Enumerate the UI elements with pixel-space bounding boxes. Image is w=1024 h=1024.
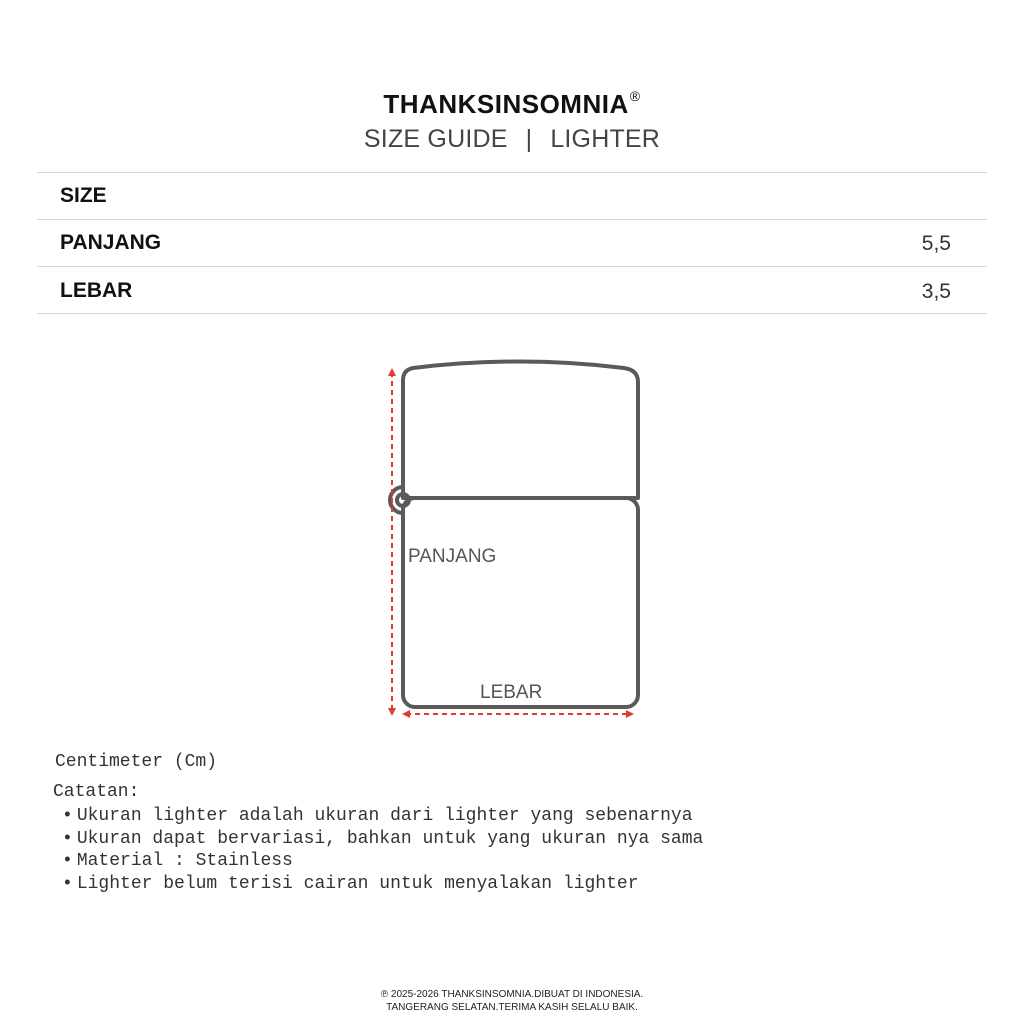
notes-list: [62, 805, 703, 895]
subtitle-separator: |: [525, 125, 533, 153]
footer-line-2: TANGERANG SELATAN.TERIMA KASIH SELALU BAIK.: [386, 1002, 638, 1013]
note-text: Material : Stainless: [76, 851, 293, 871]
subtitle-size-guide: SIZE GUIDE: [363, 125, 508, 153]
lighter-lid: [403, 362, 638, 499]
list-item: [62, 850, 703, 873]
list-item: [62, 805, 703, 828]
note-text: Ukuran dapat bervariasi, bahkan untuk yang ukuran nya sama: [76, 828, 704, 849]
brand-name: THANKSINSOMNIA: [383, 89, 629, 119]
bullet: •: [62, 806, 73, 826]
diagram-label-lebar: LEBAR: [480, 682, 543, 703]
notes-title: Catatan:: [53, 782, 140, 802]
note-text: Lighter belum terisi cairan untuk menyalakan lighter: [76, 873, 639, 894]
subtitle-product: LIGHTER: [550, 125, 661, 153]
table-header-size: SIZE: [60, 184, 107, 207]
row-value-panjang: 5,5: [921, 232, 951, 255]
note-text: Ukuran lighter adalah ukuran dari lighter yang sebenarnya: [76, 806, 693, 826]
units-label: Centimeter (Cm): [55, 752, 218, 772]
row-label-lebar: LEBAR: [60, 279, 133, 302]
page-subtitle: [0, 125, 1024, 154]
bullet: •: [62, 873, 73, 894]
footer-line-1: ℗ 2025-2026 THANKSINSOMNIA.DIBUAT DI INDONESIA.: [380, 989, 644, 1000]
lighter-outline-icon: [370, 350, 660, 730]
list-item: [62, 873, 703, 896]
bullet: •: [62, 828, 73, 849]
lighter-diagram: [370, 350, 660, 730]
table-divider: [37, 219, 987, 220]
row-label-panjang: PANJANG: [60, 231, 162, 254]
table-divider: [37, 172, 987, 173]
bullet: •: [62, 851, 73, 871]
brand-title: [0, 88, 1024, 120]
row-value-lebar: 3,5: [921, 280, 951, 303]
lighter-body: [403, 498, 638, 707]
footer: [0, 988, 1024, 1014]
diagram-label-panjang: PANJANG: [408, 546, 497, 567]
table-divider: [37, 266, 987, 267]
registered-mark: ®: [629, 88, 641, 104]
list-item: [62, 828, 703, 851]
table-divider: [37, 313, 987, 314]
